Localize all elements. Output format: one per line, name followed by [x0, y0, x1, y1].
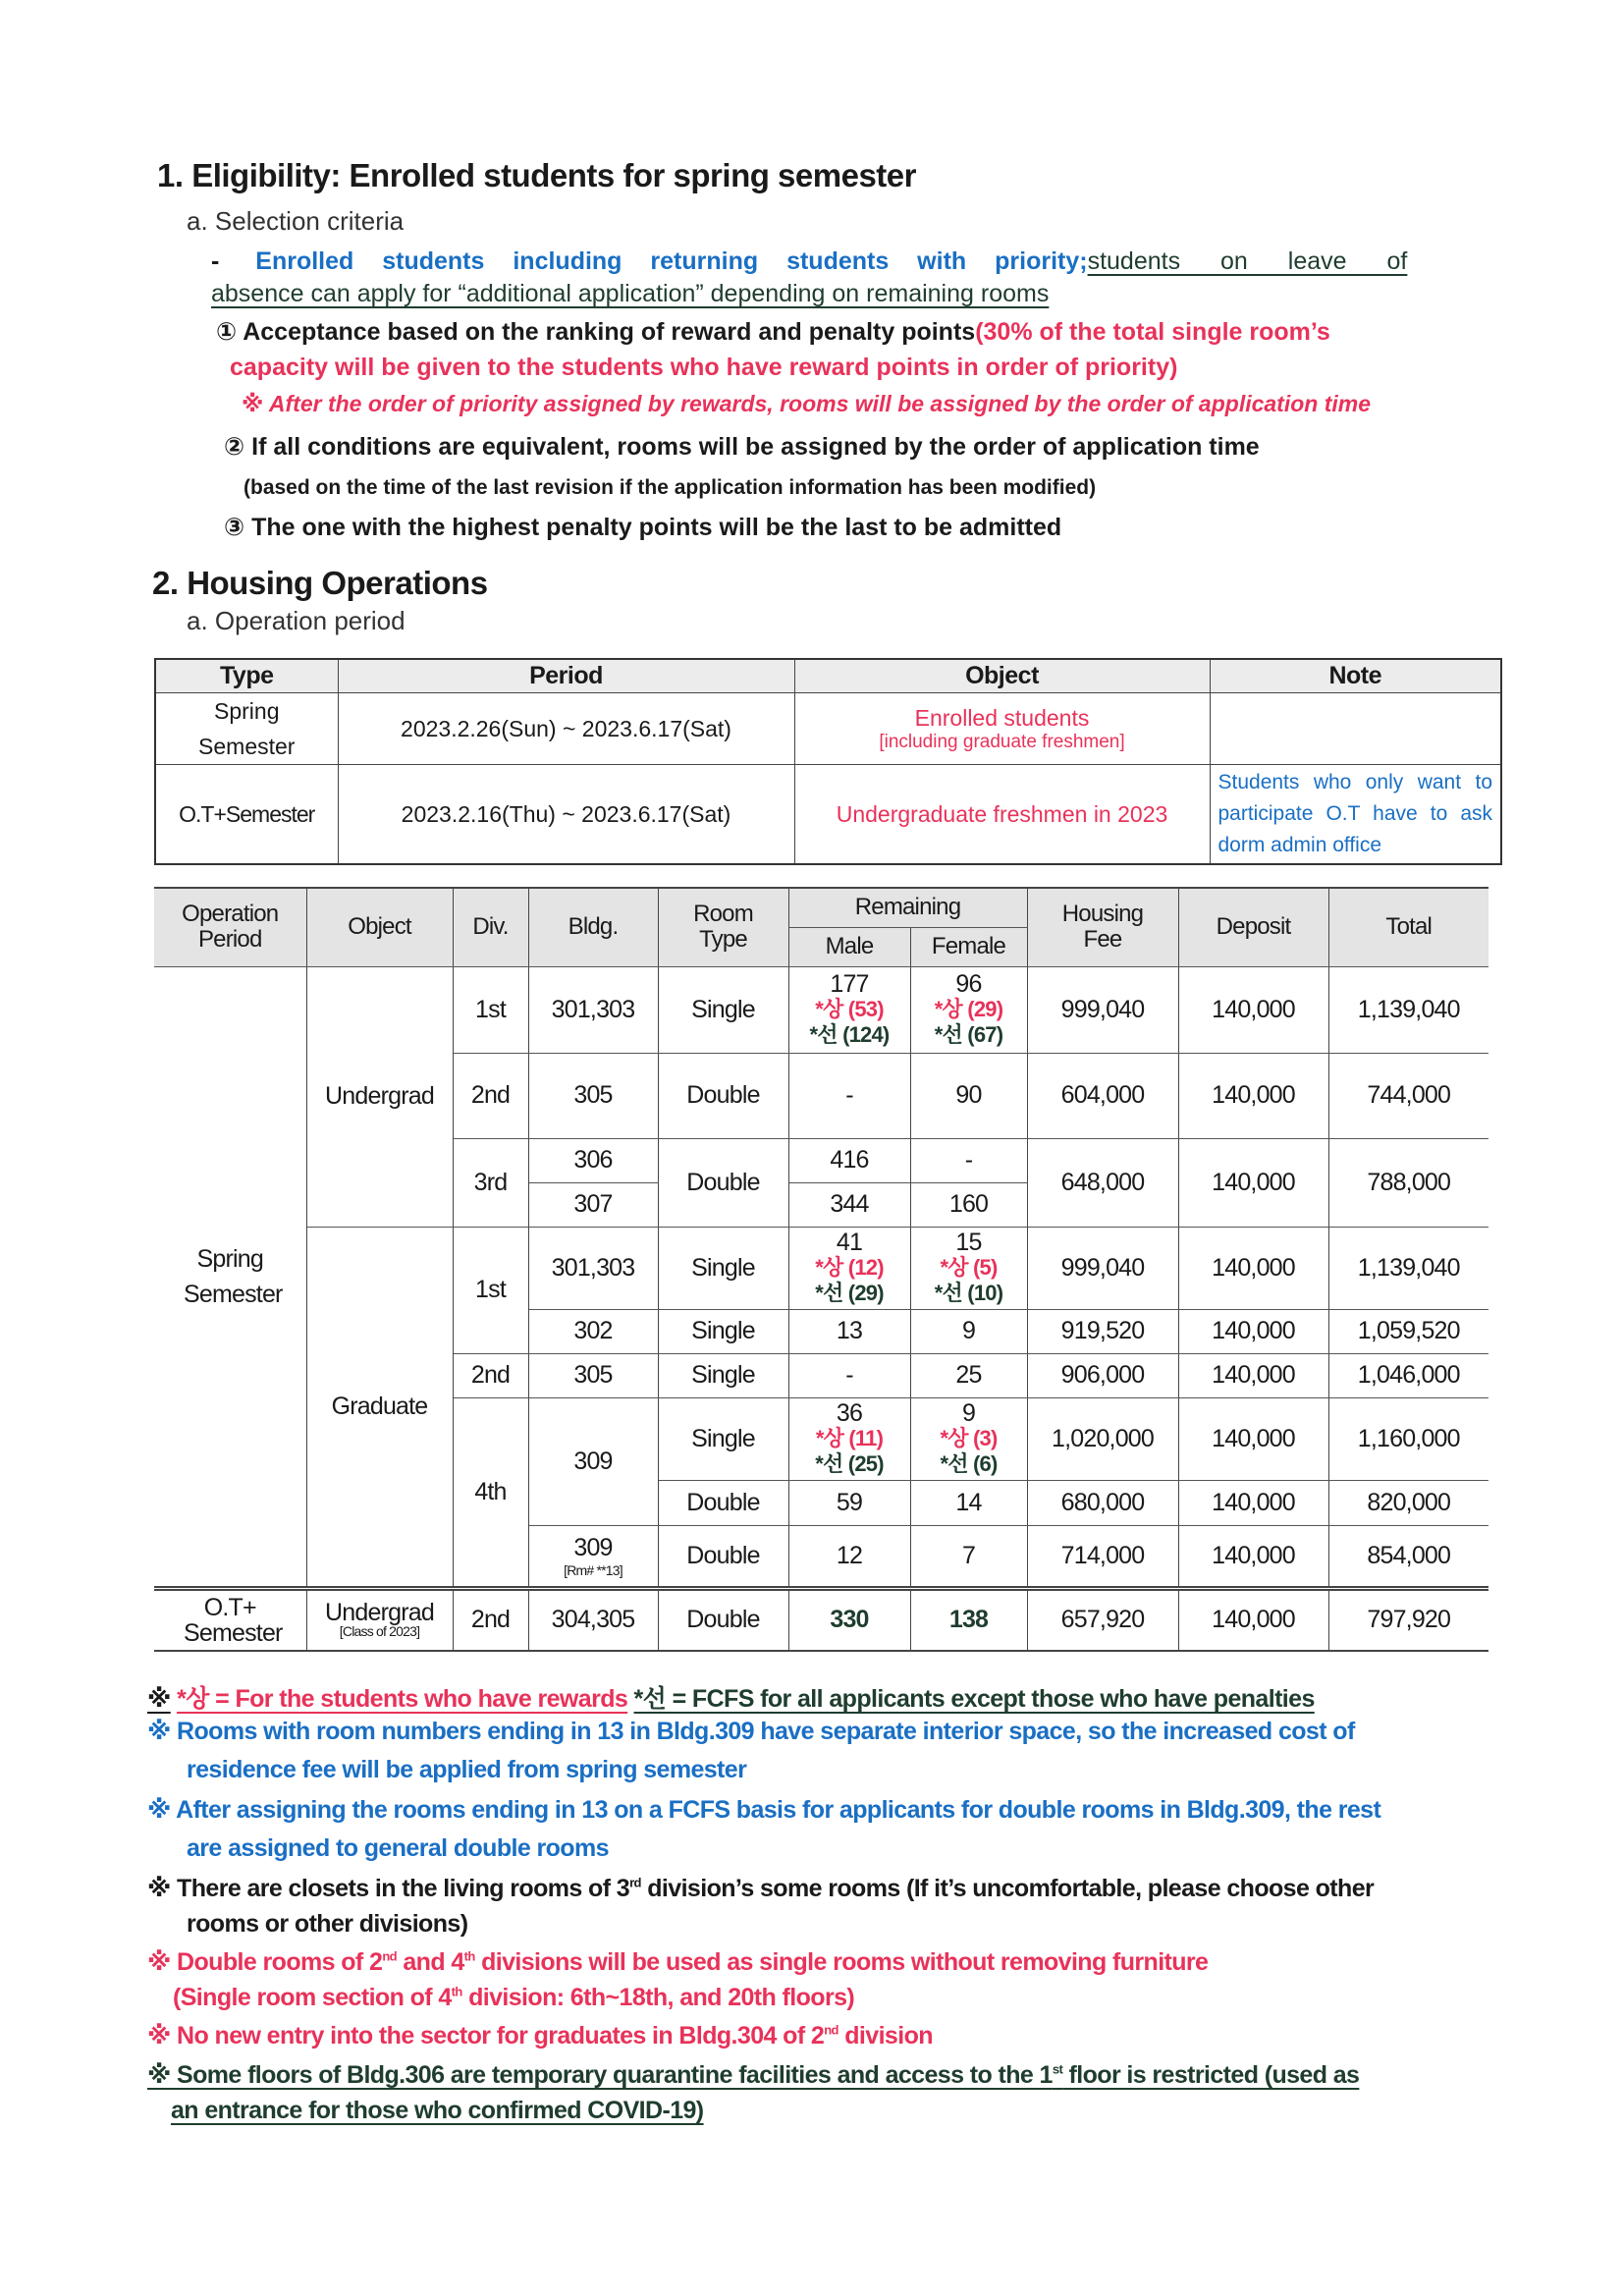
deposit-cell: 140,000: [1178, 1353, 1328, 1397]
header-housing-fee: Housing Fee: [1027, 888, 1178, 966]
bullet-blue-text: Enrolled students including returning students with priority;: [255, 247, 1088, 275]
header-object: Object: [794, 659, 1210, 693]
housing-fee-cell: 999,040: [1027, 966, 1178, 1053]
male-remaining-cell: 36 *상 (11) *선 (25): [788, 1397, 910, 1480]
female-remaining-cell: 7: [910, 1525, 1027, 1588]
note-bldg309-rm13-b: residence fee will be applied from spring semester: [187, 1756, 747, 1783]
object-undergrad-ot: Undergrad [Class of 2023]: [306, 1588, 453, 1651]
deposit-cell: 140,000: [1178, 1480, 1328, 1525]
room-type-cell: Single: [658, 1397, 788, 1480]
criteria-3-text: The one with the highest penalty points will be the last to be admitted: [251, 514, 1062, 541]
room-type-cell: Single: [658, 1309, 788, 1353]
note-closets-b: rooms or other divisions): [187, 1910, 468, 1938]
female-remaining-cell: -: [910, 1138, 1027, 1182]
note-fcfs-double-a: ※ After assigning the rooms ending in 13 on a FCFS basis for applicants for double rooms in Bldg.309, the rest: [147, 1796, 1381, 1824]
criteria-1-num: ①: [216, 318, 238, 346]
male-remaining-cell: 330: [788, 1588, 910, 1651]
selection-criteria-label: a. Selection criteria: [187, 206, 405, 236]
total-cell: 1,046,000: [1328, 1353, 1488, 1397]
male-remaining-cell: 416: [788, 1138, 910, 1182]
header-male: Male: [788, 927, 910, 966]
header-remaining: Remaining: [788, 888, 1027, 927]
female-remaining-cell: 160: [910, 1182, 1027, 1227]
period-cell: 2023.2.16(Thu) ~ 2023.6.17(Sat): [338, 765, 794, 865]
criteria-2: [224, 432, 1260, 462]
female-remaining-cell: 25: [910, 1353, 1027, 1397]
note-cell: [1210, 693, 1501, 765]
table-row: [154, 1588, 1488, 1651]
period-spring-semester: Spring Semester: [154, 966, 306, 1588]
bldg-cell: 304,305: [528, 1588, 658, 1651]
total-cell: 820,000: [1328, 1480, 1488, 1525]
criteria-3-num: ③: [224, 514, 245, 541]
table-header-row: [154, 888, 1488, 927]
type-cell: O.T+Semester: [155, 765, 338, 865]
header-bldg: Bldg.: [528, 888, 658, 966]
legend-note: ※ *상 = For the students who have rewards *선 = FCFS for all applicants except those who have penalties: [147, 1685, 1315, 1713]
object-cell: Undergraduate freshmen in 2023: [794, 765, 1210, 865]
table-header-row: [155, 659, 1501, 693]
bldg-cell: 305: [528, 1353, 658, 1397]
housing-fee-cell: 906,000: [1027, 1353, 1178, 1397]
male-remaining-cell: 344: [788, 1182, 910, 1227]
table-row: [155, 693, 1501, 765]
housing-fee-cell: 657,920: [1027, 1588, 1178, 1651]
housing-fee-cell: 648,000: [1027, 1138, 1178, 1227]
male-remaining-cell: 41 *상 (12) *선 (29): [788, 1227, 910, 1309]
total-cell: 744,000: [1328, 1053, 1488, 1138]
table-row: [154, 966, 1488, 1053]
housing-fee-cell: 919,520: [1027, 1309, 1178, 1353]
criteria-1-text: Acceptance based on the ranking of reward and penalty points: [243, 318, 976, 346]
total-cell: 854,000: [1328, 1525, 1488, 1588]
bldg-cell: 309: [528, 1397, 658, 1525]
room-fee-table: [154, 887, 1488, 1652]
legend-reward: *상 = For the students who have rewards: [177, 1685, 628, 1713]
header-deposit: Deposit: [1178, 888, 1328, 966]
male-remaining-cell: -: [788, 1053, 910, 1138]
male-remaining-cell: 12: [788, 1525, 910, 1588]
criteria-1-red-1: (30% of the total single room’s: [975, 318, 1330, 346]
housing-fee-cell: 1,020,000: [1027, 1397, 1178, 1480]
room-type-cell: Double: [658, 1480, 788, 1525]
note-double-as-single-a: ※ Double rooms of 2nd and 4th divisions will be used as single rooms without removing furniture: [147, 1948, 1209, 1976]
female-remaining-cell: 138: [910, 1588, 1027, 1651]
female-remaining-cell: 9 *상 (3) *선 (6): [910, 1397, 1027, 1480]
criteria-2-num: ②: [224, 433, 245, 461]
housing-fee-cell: 999,040: [1027, 1227, 1178, 1309]
div-cell: 2nd: [453, 1588, 528, 1651]
female-remaining-cell: 9: [910, 1309, 1027, 1353]
table-row: [154, 1227, 1488, 1309]
female-remaining-cell: 14: [910, 1480, 1027, 1525]
room-type-cell: Double: [658, 1525, 788, 1588]
criteria-2-text: If all conditions are equivalent, rooms will be assigned by the order of application time: [251, 433, 1260, 461]
housing-fee-cell: 714,000: [1027, 1525, 1178, 1588]
header-object: Object: [306, 888, 453, 966]
total-cell: 1,160,000: [1328, 1397, 1488, 1480]
female-remaining-cell: 96 *상 (29) *선 (67): [910, 966, 1027, 1053]
criteria-1-red-2: capacity will be given to the students who have reward points in order of priority): [230, 354, 1178, 381]
period-ot-semester: O.T+ Semester: [154, 1588, 306, 1651]
male-remaining-cell: -: [788, 1353, 910, 1397]
type-cell: Spring Semester: [155, 693, 338, 765]
bldg-cell: 302: [528, 1309, 658, 1353]
header-operation-period: Operation Period: [154, 888, 306, 966]
deposit-cell: 140,000: [1178, 1053, 1328, 1138]
period-cell: 2023.2.26(Sun) ~ 2023.6.17(Sat): [338, 693, 794, 765]
header-room-type: Room Type: [658, 888, 788, 966]
header-type: Type: [155, 659, 338, 693]
bullet-dash: -: [211, 247, 220, 275]
total-cell: 1,139,040: [1328, 1227, 1488, 1309]
deposit-cell: 140,000: [1178, 1309, 1328, 1353]
room-type-cell: Single: [658, 1353, 788, 1397]
housing-fee-cell: 680,000: [1027, 1480, 1178, 1525]
div-cell: 2nd: [453, 1353, 528, 1397]
deposit-cell: 140,000: [1178, 1138, 1328, 1227]
table-row: [155, 765, 1501, 865]
operation-period-label: a. Operation period: [187, 606, 406, 635]
div-cell: 3rd: [453, 1138, 528, 1227]
deposit-cell: 140,000: [1178, 1397, 1328, 1480]
note-cell: Students who only want to participate O.T have to ask dorm admin office: [1210, 765, 1501, 865]
deposit-cell: 140,000: [1178, 1588, 1328, 1651]
header-female: Female: [910, 927, 1027, 966]
object-cell: Enrolled students [including graduate freshmen]: [794, 693, 1210, 765]
room-type-cell: Single: [658, 966, 788, 1053]
total-cell: 1,059,520: [1328, 1309, 1488, 1353]
criteria-2-note: (based on the time of the last revision if the application information has been modified): [243, 476, 1097, 499]
male-remaining-cell: 13: [788, 1309, 910, 1353]
room-type-cell: Double: [658, 1588, 788, 1651]
male-remaining-cell: 59: [788, 1480, 910, 1525]
deposit-cell: 140,000: [1178, 966, 1328, 1053]
female-remaining-cell: 90: [910, 1053, 1027, 1138]
header-total: Total: [1328, 888, 1488, 966]
bullet-underlined-text-1: students on leave of: [1087, 247, 1408, 275]
bullet-line-1: [211, 247, 1515, 276]
object-graduate: Graduate: [306, 1227, 453, 1588]
header-period: Period: [338, 659, 794, 693]
deposit-cell: 140,000: [1178, 1525, 1328, 1588]
bldg-cell: 305: [528, 1053, 658, 1138]
criteria-3: [224, 513, 1061, 542]
housing-fee-cell: 604,000: [1027, 1053, 1178, 1138]
operation-period-table: [154, 658, 1502, 865]
div-cell: 1st: [453, 966, 528, 1053]
note-bldg309-rm13-a: ※ Rooms with room numbers ending in 13 in Bldg.309 have separate interior space, so the increased cost of: [147, 1718, 1355, 1745]
note-fcfs-double-b: are assigned to general double rooms: [187, 1834, 609, 1862]
total-cell: 1,139,040: [1328, 966, 1488, 1053]
criteria-1: [216, 317, 1330, 347]
bldg-cell: 301,303: [528, 966, 658, 1053]
criteria-1-note: ※ After the order of priority assigned by rewards, rooms will be assigned by the order of application time: [242, 391, 1372, 416]
div-cell: 1st: [453, 1227, 528, 1353]
header-note: Note: [1210, 659, 1501, 693]
section-2-heading: 2. Housing Operations: [152, 565, 488, 601]
female-remaining-cell: 15 *상 (5) *선 (10): [910, 1227, 1027, 1309]
room-type-cell: Double: [658, 1138, 788, 1227]
object-undergrad: Undergrad: [306, 966, 453, 1227]
div-cell: 2nd: [453, 1053, 528, 1138]
header-div: Div.: [453, 888, 528, 966]
room-type-cell: Double: [658, 1053, 788, 1138]
note-quarantine-a: ※ Some floors of Bldg.306 are temporary quarantine facilities and access to the 1st floor is restricted (used as: [147, 2061, 1360, 2089]
bldg-cell: 307: [528, 1182, 658, 1227]
note-no-new-entry: ※ No new entry into the sector for graduates in Bldg.304 of 2nd division: [147, 2022, 933, 2050]
note-double-as-single-b: (Single room section of 4th division: 6th~18th, and 20th floors): [173, 1984, 855, 2011]
section-1-heading: 1. Eligibility: Enrolled students for spring semester: [157, 157, 916, 193]
bldg-cell: 309 [Rm# **13]: [528, 1525, 658, 1588]
bullet-underlined-text-2: absence can apply for “additional application” depending on remaining rooms: [211, 280, 1050, 307]
total-cell: 797,920: [1328, 1588, 1488, 1651]
div-cell: 4th: [453, 1397, 528, 1588]
deposit-cell: 140,000: [1178, 1227, 1328, 1309]
bldg-cell: 301,303: [528, 1227, 658, 1309]
note-closets-a: ※ There are closets in the living rooms of 3rd division’s some rooms (If it’s uncomfortable, please choose other: [147, 1875, 1375, 1902]
total-cell: 788,000: [1328, 1138, 1488, 1227]
legend-fcfs: *선 = FCFS for all applicants except those who have penalties: [633, 1685, 1315, 1713]
bldg-cell: 306: [528, 1138, 658, 1182]
note-quarantine-b: an entrance for those who confirmed COVID-19): [171, 2097, 704, 2124]
male-remaining-cell: 177 *상 (53) *선 (124): [788, 966, 910, 1053]
room-type-cell: Single: [658, 1227, 788, 1309]
